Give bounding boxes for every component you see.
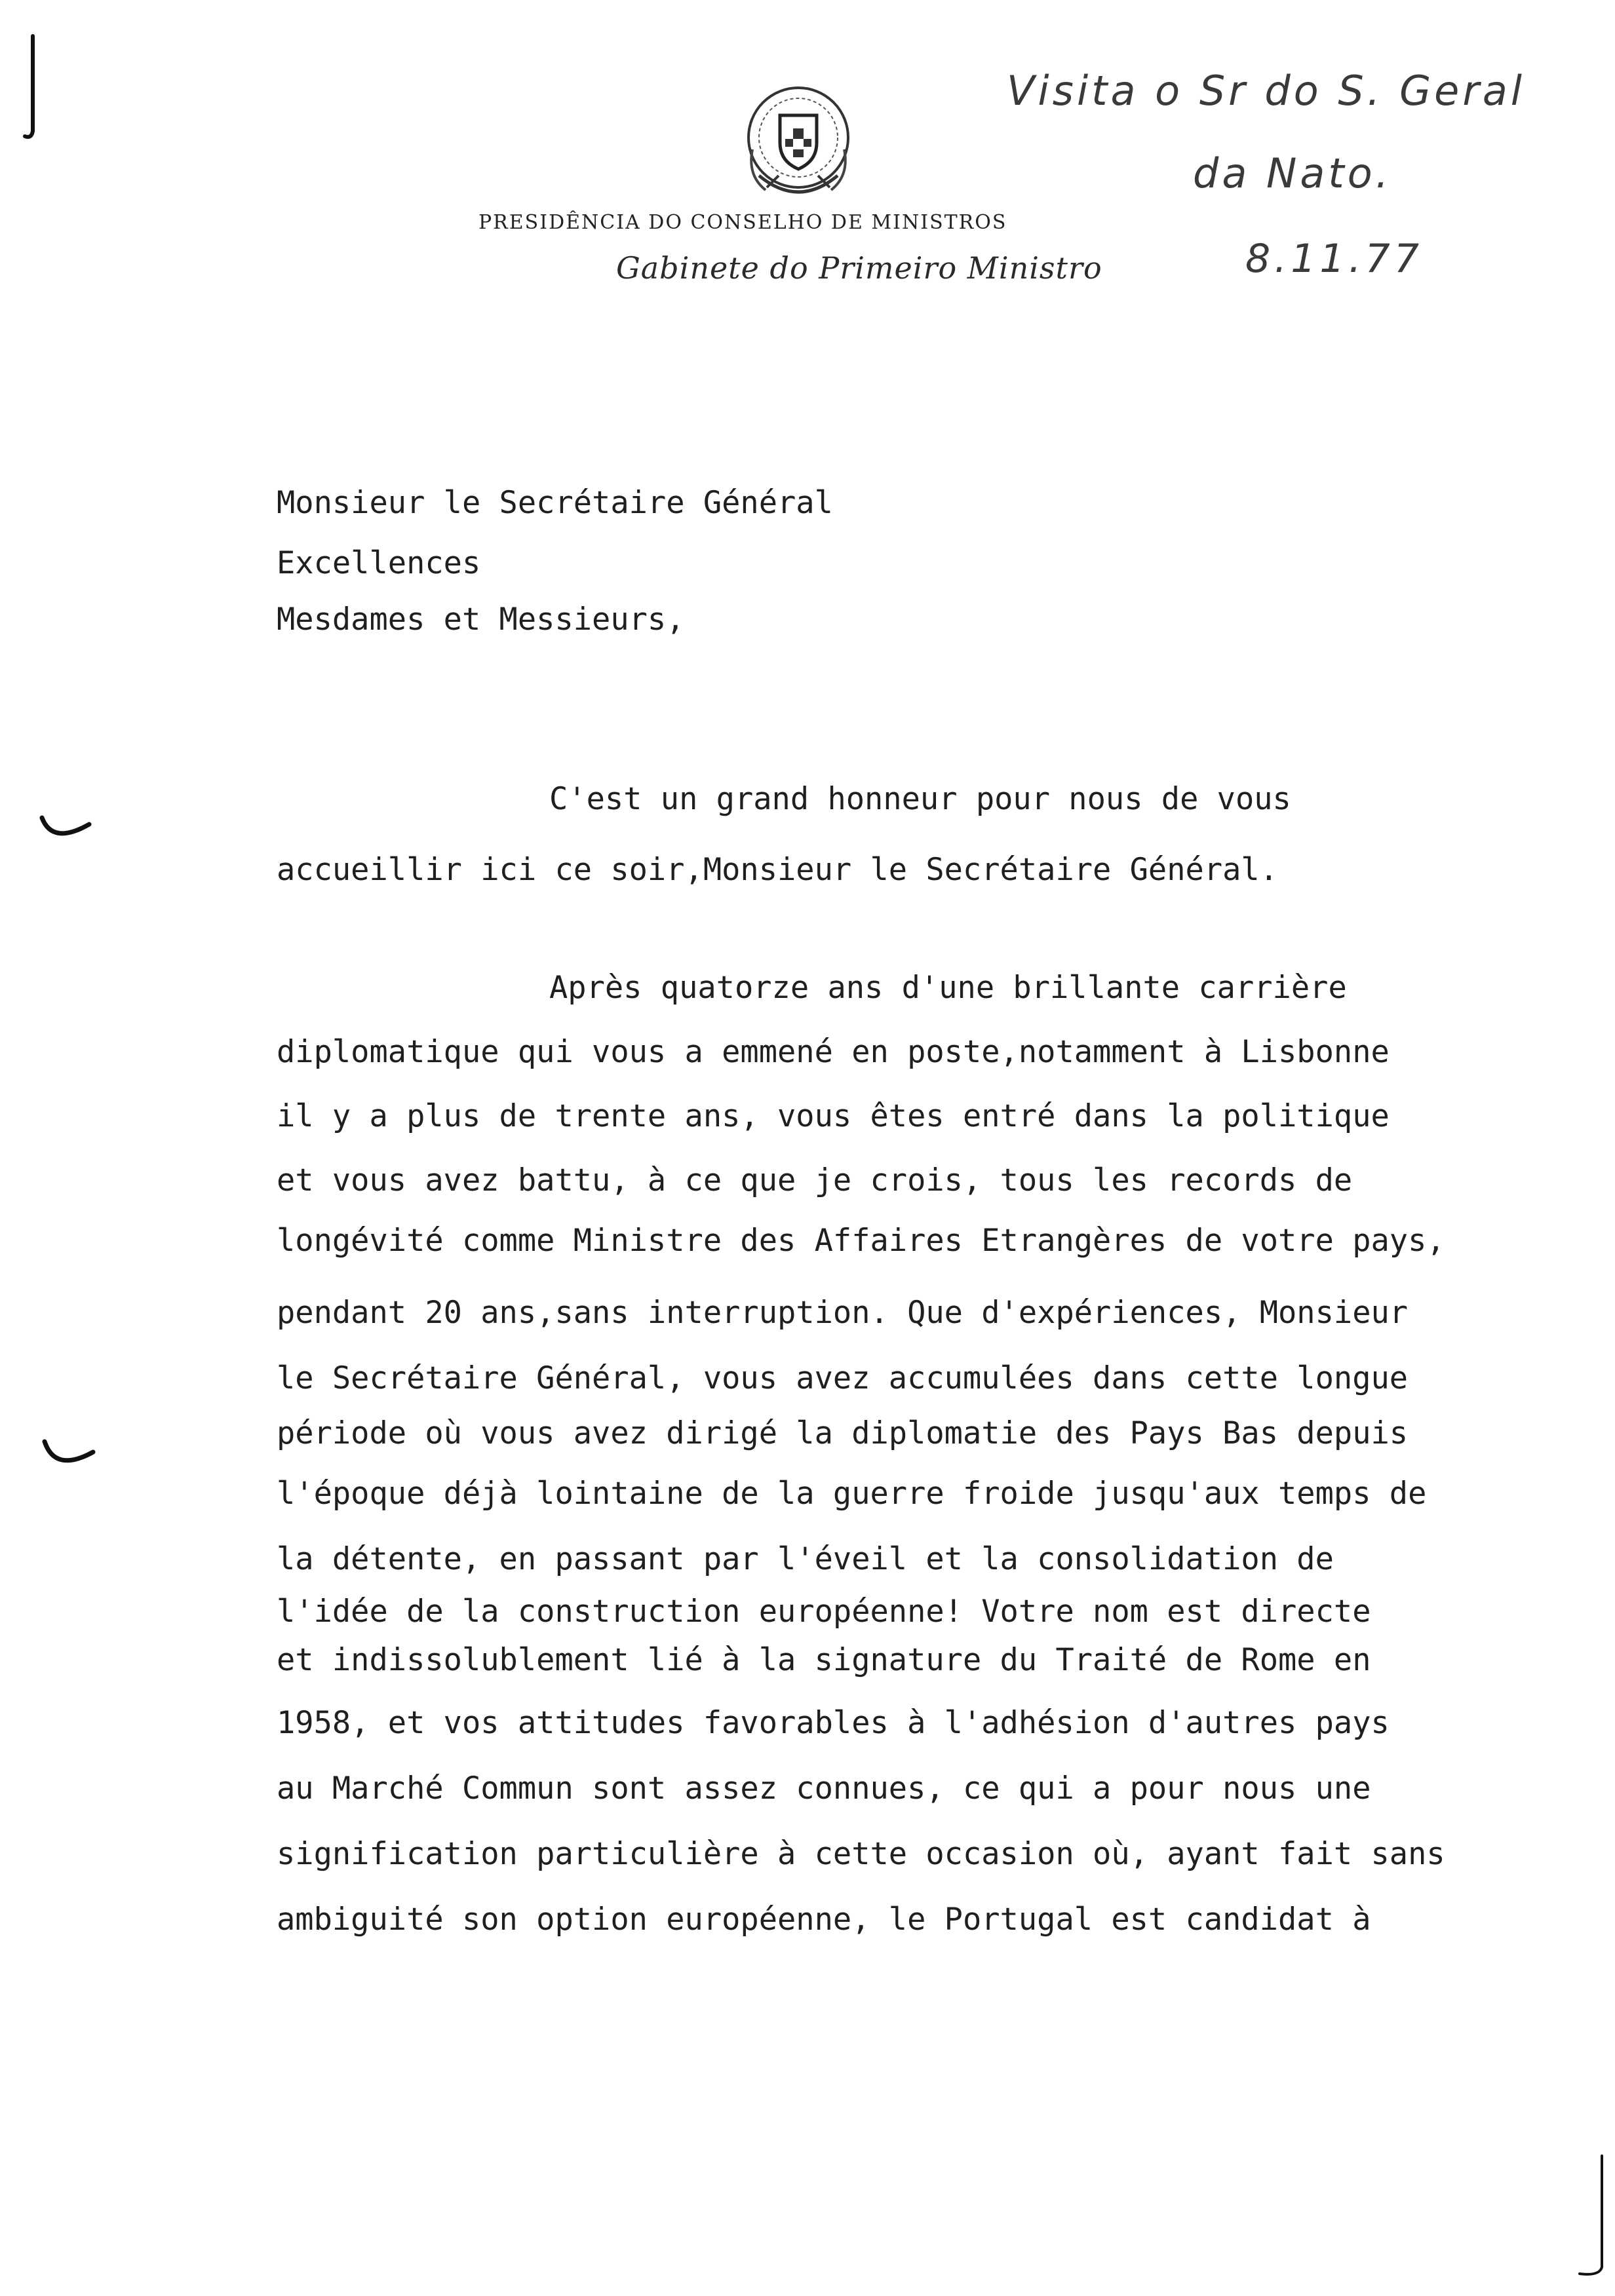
salutation-line: Monsieur le Secrétaire Général — [277, 485, 833, 521]
coat-of-arms-emblem — [733, 77, 864, 208]
handwritten-note-line-2: da Nato. — [1193, 149, 1392, 197]
paragraph-line: accueillir ici ce soir,Monsieur le Secrétaire Général. — [277, 852, 1279, 888]
paragraph-line: diplomatique qui vous a emmené en poste,notamment à Lisbonne — [277, 1034, 1390, 1070]
paragraph-line: période où vous avez dirigé la diplomatie des Pays Bas depuis — [277, 1415, 1409, 1451]
margin-bracket-mark — [18, 33, 45, 144]
paragraph-line: C'est un grand honneur pour nous de vous — [549, 781, 1291, 817]
paragraph-line: au Marché Commun sont assez connues, ce qui a pour nous une — [277, 1770, 1371, 1807]
cabinet-heading: Gabinete do Primeiro Ministro — [616, 250, 1102, 286]
paragraph-line: et indissolublement lié à la signature du Traité de Rome en — [277, 1642, 1371, 1678]
corner-edge-mark — [1573, 2149, 1612, 2280]
salutation-line: Mesdames et Messieurs, — [277, 602, 685, 638]
handwritten-date: 8.11.77 — [1245, 236, 1424, 282]
salutation-line: Excellences — [277, 545, 481, 581]
paragraph-line: signification particulière à cette occasion où, ayant fait sans — [277, 1836, 1445, 1872]
paragraph-line: l'époque déjà lointaine de la guerre froide jusqu'aux temps de — [277, 1476, 1427, 1512]
paragraph-line: longévité comme Ministre des Affaires Etrangères de votre pays, — [277, 1223, 1445, 1259]
paragraph-line: il y a plus de trente ans, vous êtes entré dans la politique — [277, 1098, 1390, 1134]
paragraph-line: et vous avez battu, à ce que je crois, tous les records de — [277, 1162, 1353, 1198]
paragraph-line: pendant 20 ans,sans interruption. Que d'expériences, Monsieur — [277, 1295, 1409, 1331]
paragraph-line: ambiguité son option européenne, le Portugal est candidat à — [277, 1902, 1371, 1938]
margin-hole-mark — [33, 806, 98, 852]
office-heading: PRESIDÊNCIA DO CONSELHO DE MINISTROS — [478, 211, 1007, 234]
paragraph-line: 1958, et vos attitudes favorables à l'adhésion d'autres pays — [277, 1705, 1390, 1741]
paragraph-line: le Secrétaire Général, vous avez accumulées dans cette longue — [277, 1360, 1409, 1396]
paragraph-line: Après quatorze ans d'une brillante carrière — [549, 970, 1347, 1006]
paragraph-line: l'idée de la construction européenne! Votre nom est directe — [277, 1594, 1371, 1630]
handwritten-note-line-1: Visita o Sr do S. Geral — [1007, 67, 1526, 115]
margin-hole-mark — [37, 1432, 102, 1478]
paragraph-line: la détente, en passant par l'éveil et la consolidation de — [277, 1541, 1334, 1577]
